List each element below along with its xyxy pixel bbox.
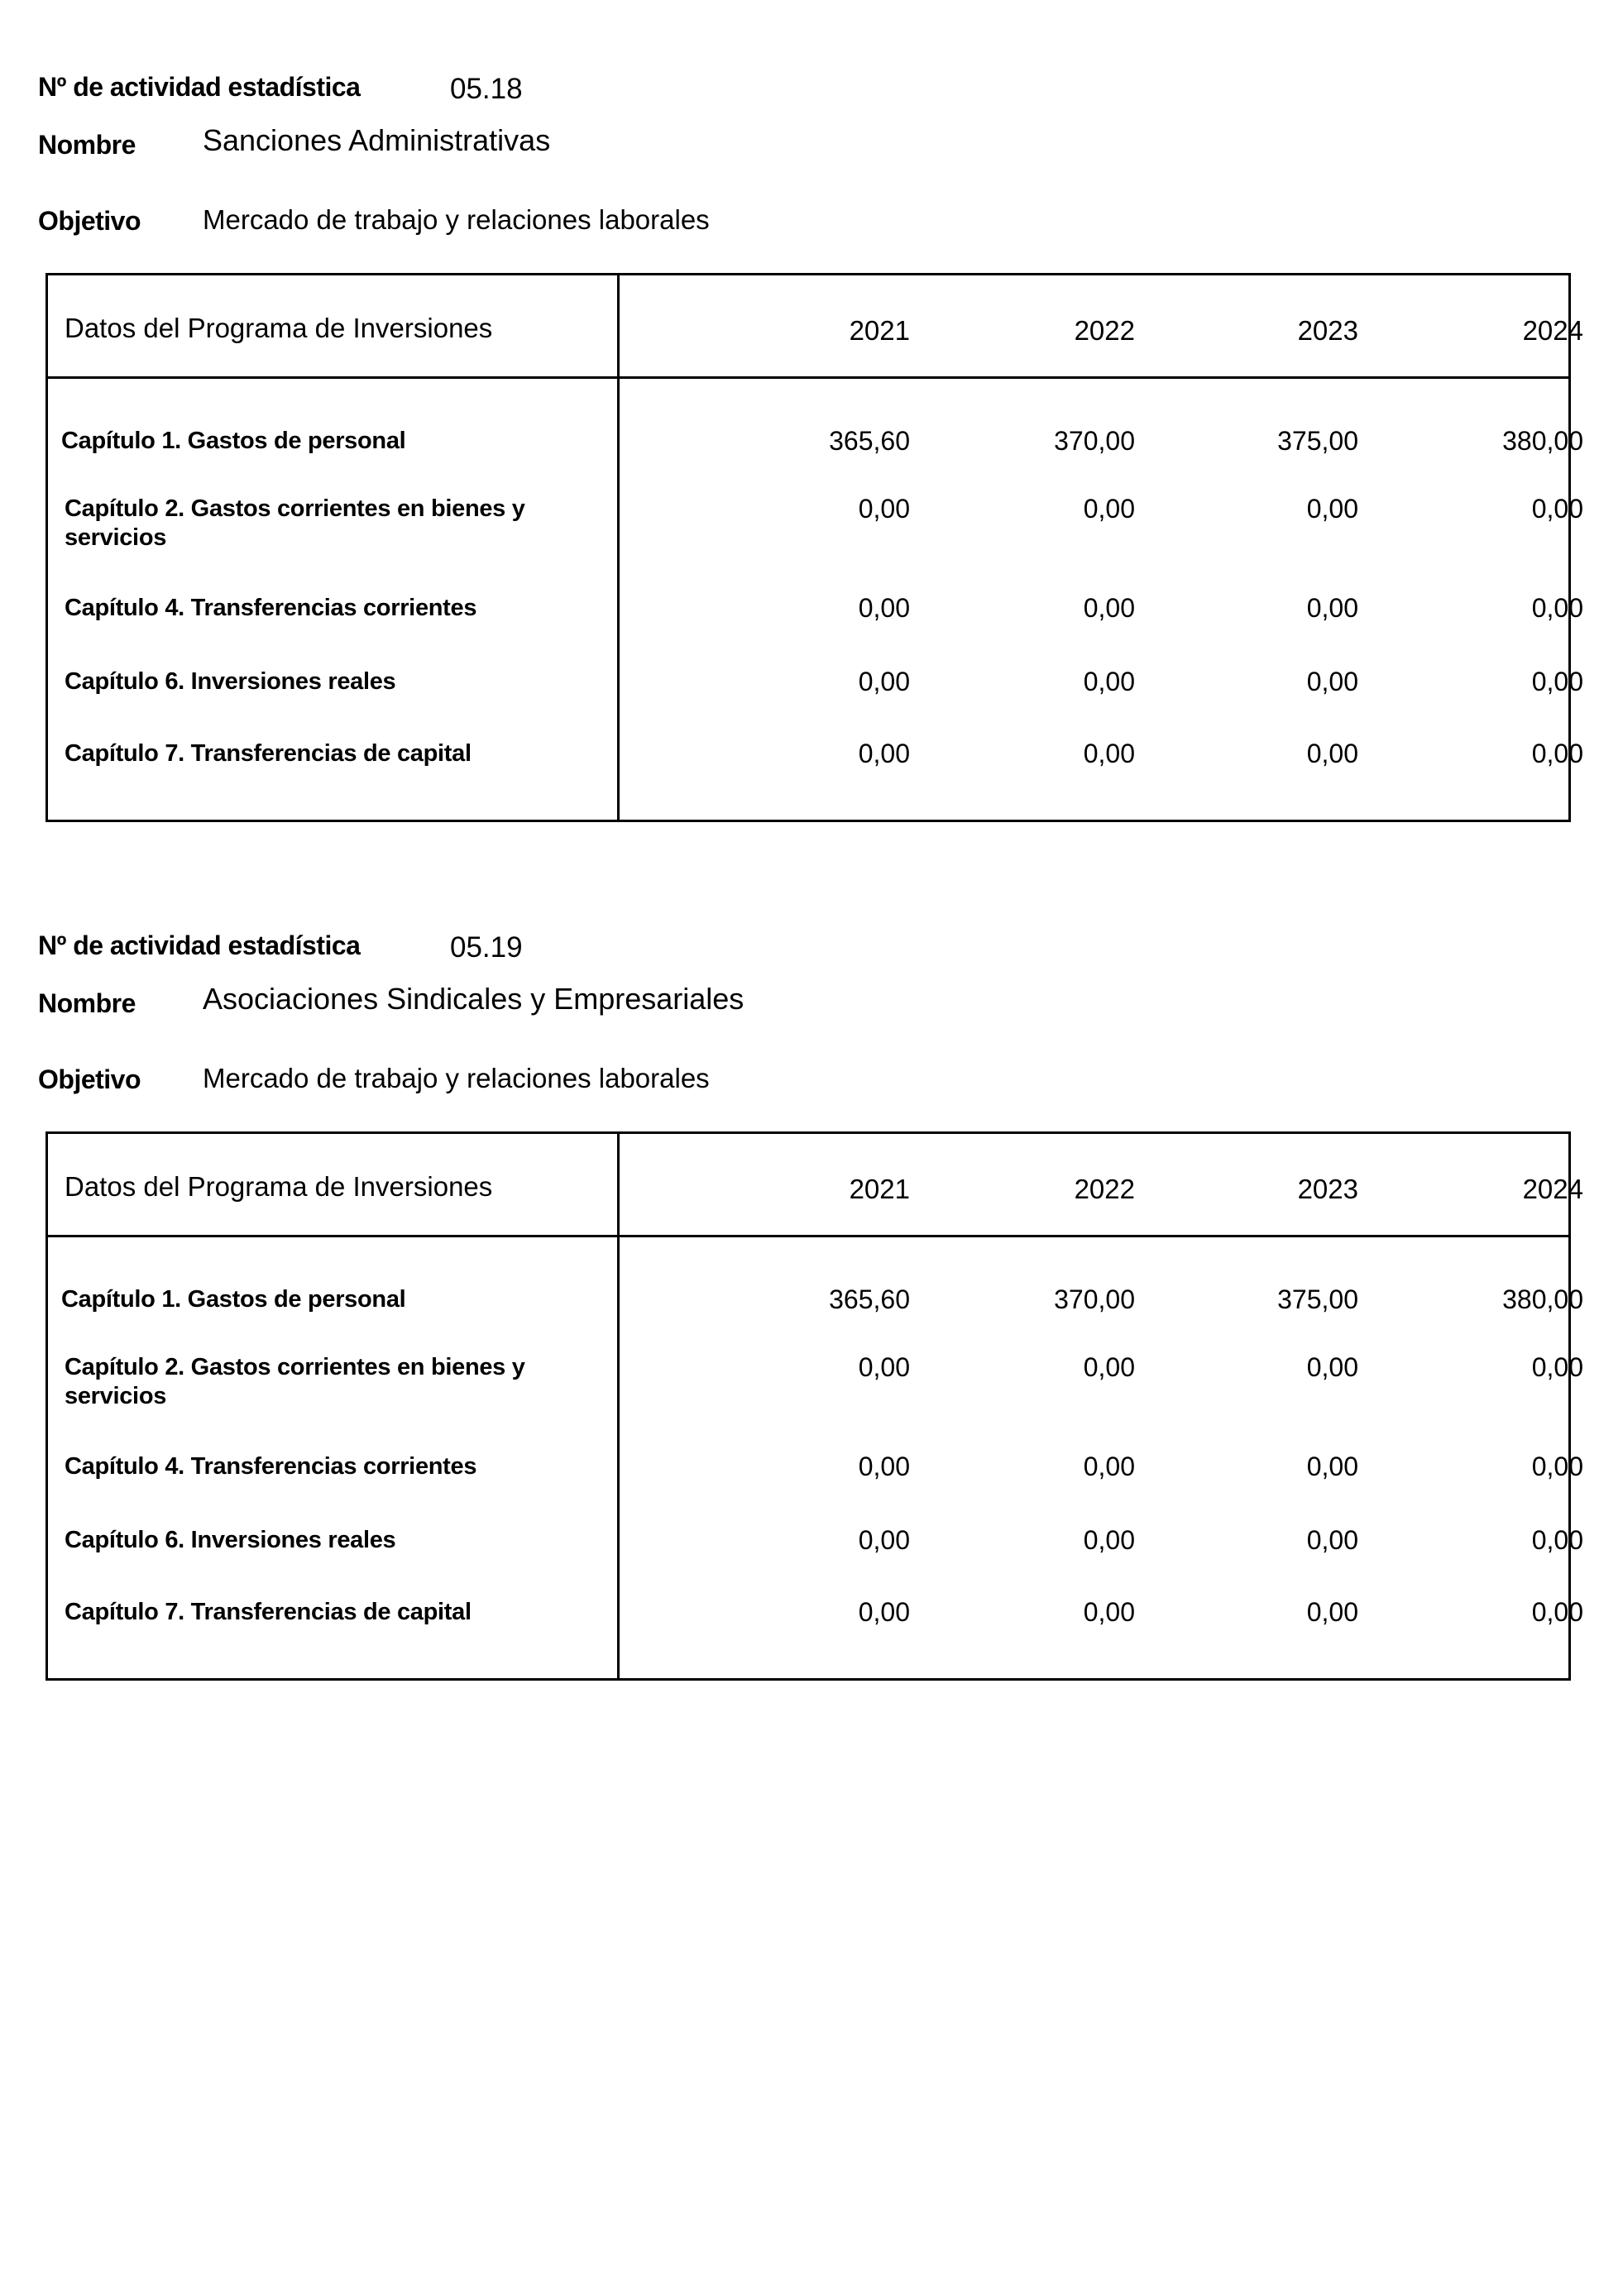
row-label: Capítulo 4. Transferencias corrientes: [65, 595, 477, 621]
cell-value: 0,00: [1531, 494, 1583, 524]
cell-value: 0,00: [858, 667, 910, 696]
cell-value: 0,00: [858, 1452, 910, 1481]
row-label: Capítulo 6. Inversiones reales: [65, 668, 396, 695]
year-header: 2021: [849, 1174, 910, 1204]
cell-value: 0,00: [1306, 1452, 1358, 1481]
name-label: Nombre: [38, 988, 136, 1018]
table-header-label: Datos del Programa de Inversiones: [65, 1171, 493, 1202]
row-label: Capítulo 7. Transferencias de capital: [65, 1599, 472, 1625]
year-header: 2024: [1522, 315, 1583, 346]
cell-value: 0,00: [858, 1597, 910, 1627]
name-value: Sanciones Administrativas: [203, 123, 551, 157]
column-divider: [617, 275, 620, 820]
investment-table: [45, 1131, 1583, 1681]
cell-value: 375,00: [1277, 1284, 1358, 1314]
cell-value: 0,00: [1306, 593, 1358, 623]
header-divider: [48, 376, 1568, 379]
cell-value: 0,00: [1306, 739, 1358, 768]
activity-section: [0, 859, 1623, 1627]
activity-number-value: 05.19: [450, 931, 523, 964]
cell-value: 0,00: [1083, 593, 1135, 623]
row-label: Capítulo 2. Gastos corrientes en bienes y servicios: [65, 495, 525, 551]
cell-value: 0,00: [1306, 1352, 1358, 1382]
cell-value: 0,00: [1306, 1597, 1358, 1627]
investment-table: [45, 273, 1583, 822]
row-label: Capítulo 6. Inversiones reales: [65, 1527, 396, 1553]
cell-value: 0,00: [1083, 1452, 1135, 1481]
objective-value: Mercado de trabajo y relaciones laborales: [203, 1063, 710, 1093]
year-header: 2023: [1297, 1174, 1358, 1204]
cell-value: 365,60: [829, 426, 910, 456]
cell-value: 0,00: [858, 1352, 910, 1382]
cell-value: 0,00: [1531, 667, 1583, 696]
activity-number-label: Nº de actividad estadística: [38, 72, 361, 102]
cell-value: 0,00: [858, 739, 910, 768]
activity-number-value: 05.18: [450, 73, 523, 105]
year-header: 2022: [1074, 315, 1135, 346]
cell-value: 0,00: [1083, 667, 1135, 696]
cell-value: 370,00: [1054, 1284, 1135, 1314]
cell-value: 365,60: [829, 1284, 910, 1314]
row-label: Capítulo 1. Gastos de personal: [61, 1286, 406, 1313]
year-header: 2021: [849, 315, 910, 346]
cell-value: 380,00: [1502, 1284, 1583, 1314]
cell-value: 0,00: [1531, 739, 1583, 768]
cell-value: 0,00: [858, 1525, 910, 1555]
cell-value: 0,00: [1306, 1525, 1358, 1555]
cell-value: 0,00: [1083, 1597, 1135, 1627]
cell-value: 0,00: [1531, 1352, 1583, 1382]
cell-value: 375,00: [1277, 426, 1358, 456]
year-header: 2023: [1297, 315, 1358, 346]
cell-value: 0,00: [1083, 1352, 1135, 1382]
cell-value: 0,00: [1306, 494, 1358, 524]
cell-value: 0,00: [1531, 593, 1583, 623]
cell-value: 0,00: [1531, 1452, 1583, 1481]
column-divider: [617, 1134, 620, 1678]
objective-label: Objetivo: [38, 1064, 141, 1094]
cell-value: 0,00: [1531, 1525, 1583, 1555]
row-label: Capítulo 1. Gastos de personal: [61, 428, 406, 454]
objective-label: Objetivo: [38, 206, 141, 236]
cell-value: 0,00: [858, 494, 910, 524]
cell-value: 370,00: [1054, 426, 1135, 456]
cell-value: 0,00: [858, 593, 910, 623]
activity-section: [0, 0, 1623, 768]
header-divider: [48, 1235, 1568, 1237]
table-header-label: Datos del Programa de Inversiones: [65, 313, 493, 343]
cell-value: 0,00: [1083, 494, 1135, 524]
cell-value: 0,00: [1083, 739, 1135, 768]
cell-value: 0,00: [1531, 1597, 1583, 1627]
name-label: Nombre: [38, 130, 136, 160]
row-label: Capítulo 2. Gastos corrientes en bienes y servicios: [65, 1354, 525, 1409]
cell-value: 380,00: [1502, 426, 1583, 456]
cell-value: 0,00: [1083, 1525, 1135, 1555]
row-label: Capítulo 7. Transferencias de capital: [65, 740, 472, 767]
objective-value: Mercado de trabajo y relaciones laborales: [203, 204, 710, 235]
name-value: Asociaciones Sindicales y Empresariales: [203, 982, 744, 1016]
year-header: 2022: [1074, 1174, 1135, 1204]
cell-value: 0,00: [1306, 667, 1358, 696]
row-label: Capítulo 4. Transferencias corrientes: [65, 1453, 477, 1480]
year-header: 2024: [1522, 1174, 1583, 1204]
activity-number-label: Nº de actividad estadística: [38, 930, 361, 960]
